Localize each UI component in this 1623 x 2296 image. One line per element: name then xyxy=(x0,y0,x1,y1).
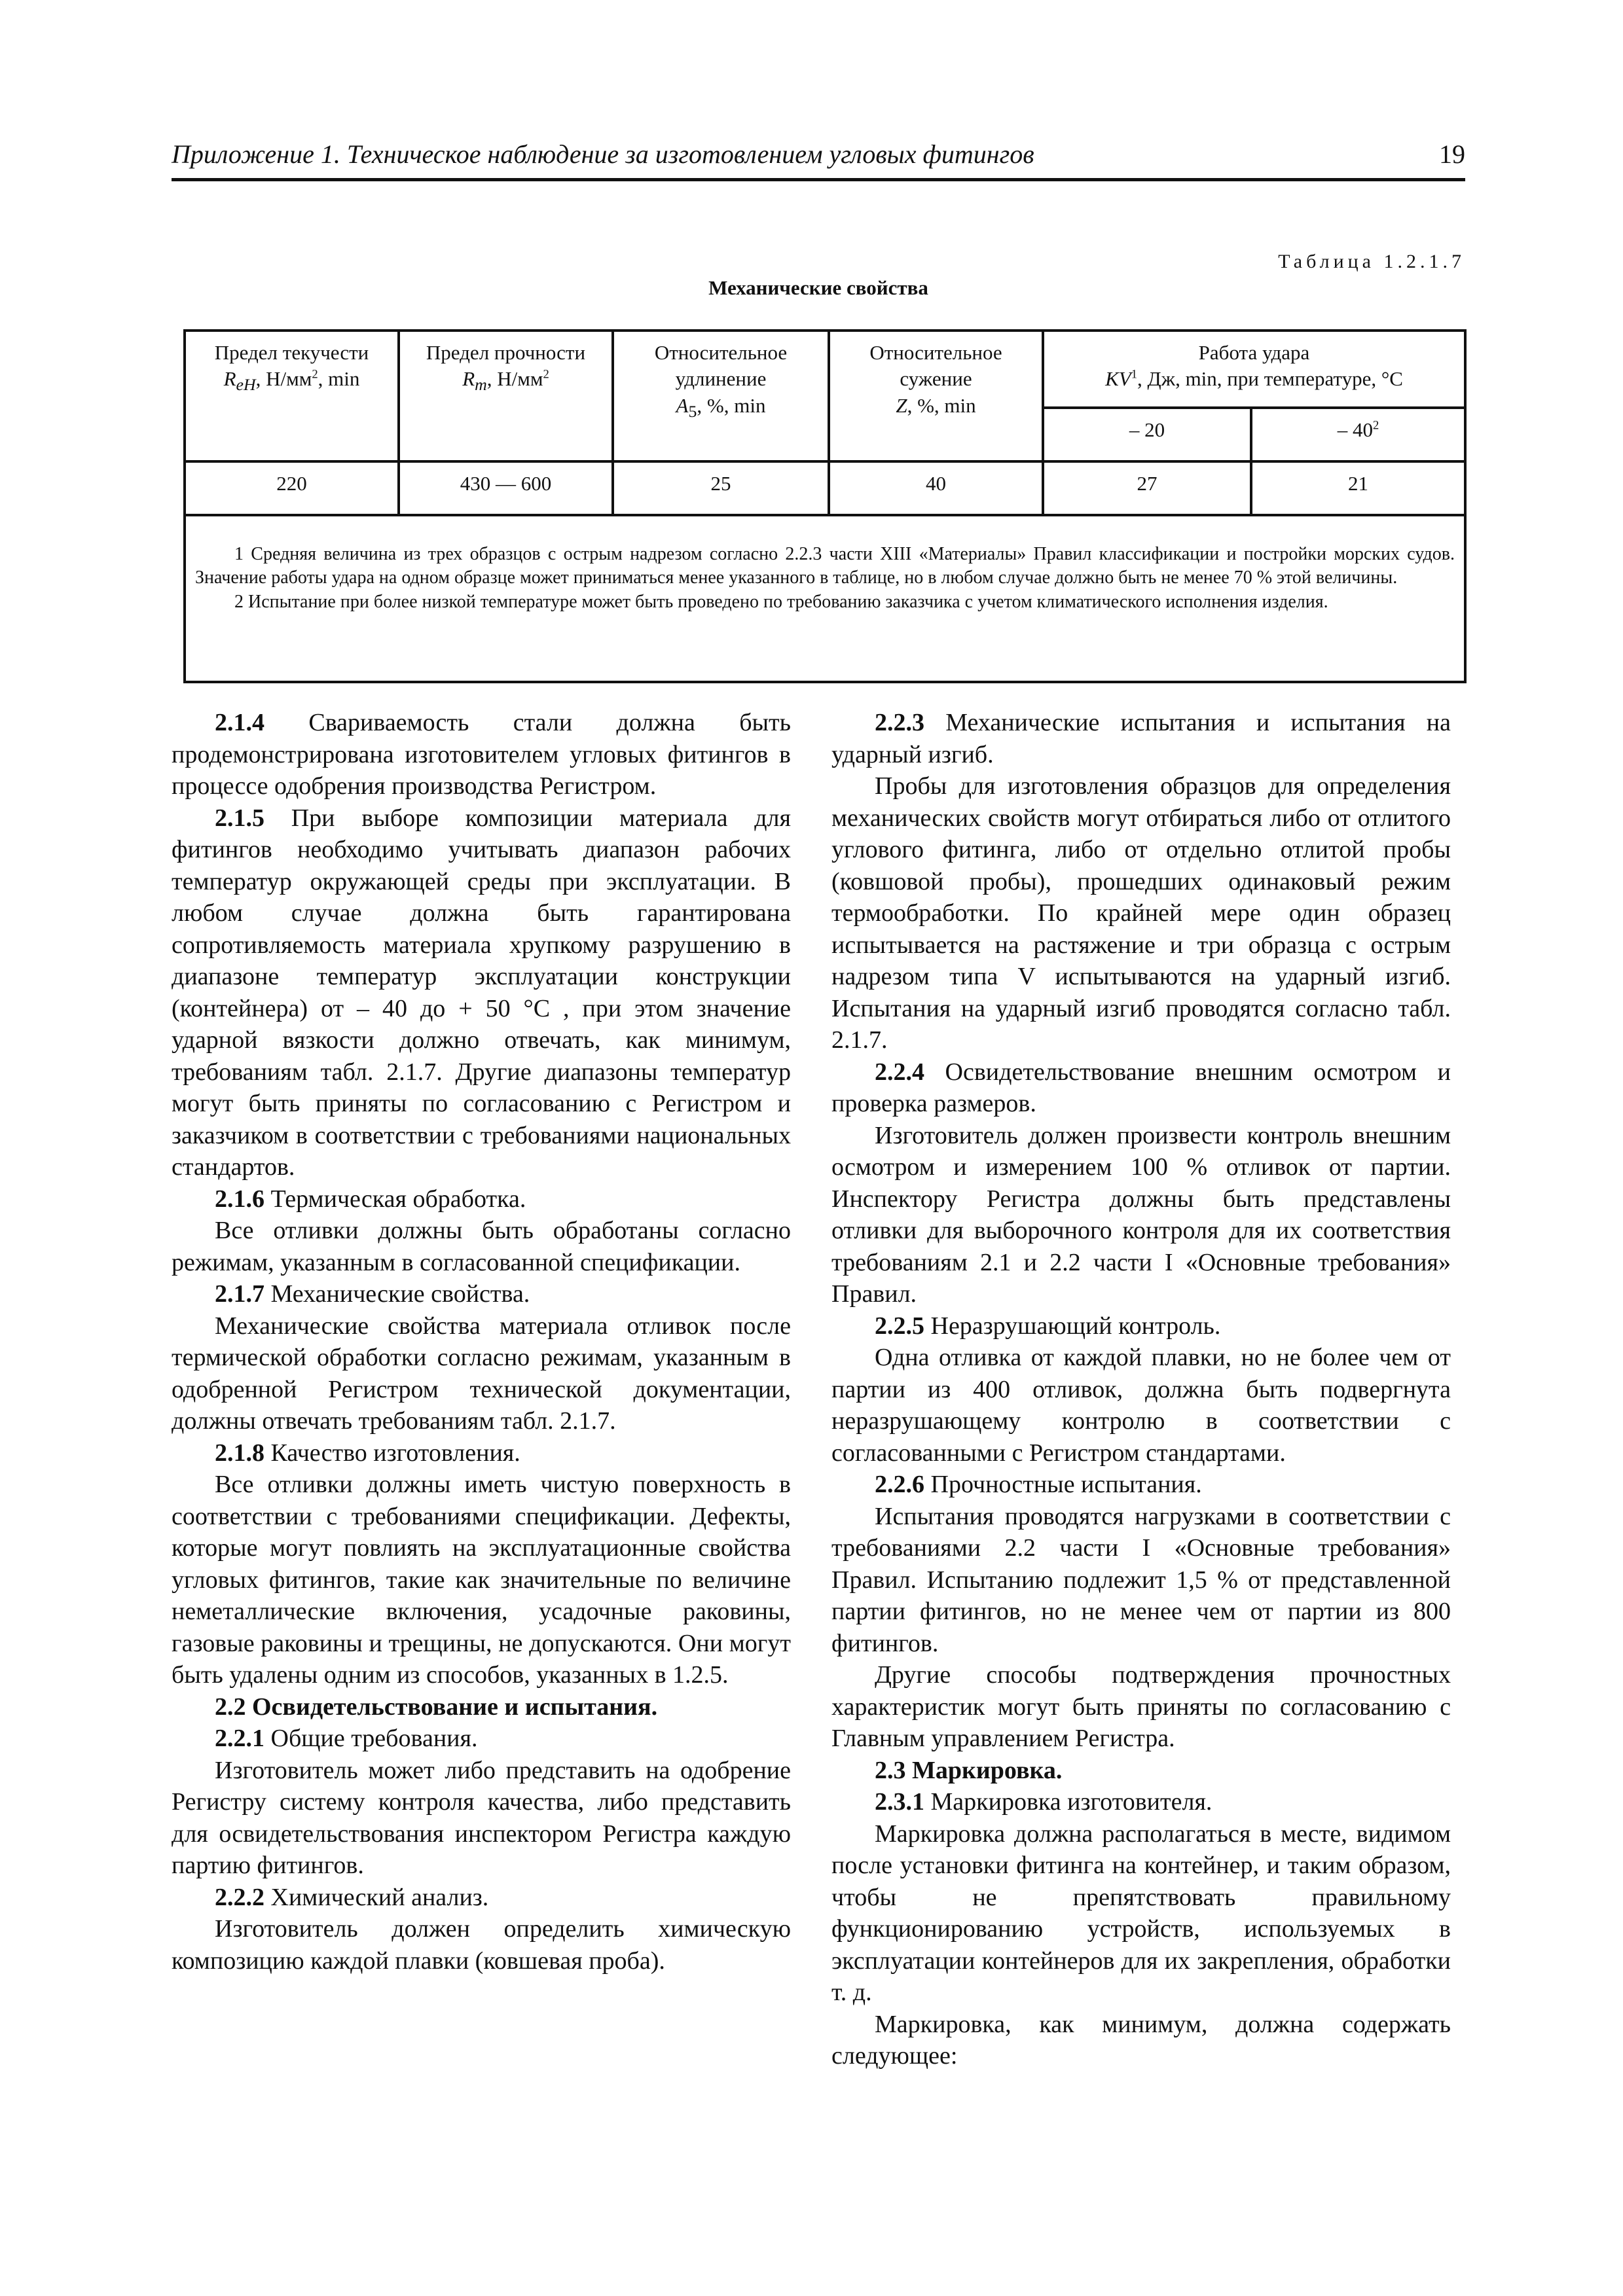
cell-yield: 220 xyxy=(185,461,399,515)
paragraph: Другие способы подтверждения прочностных характеристик могут быть приняты по согласованию с Главным управлением Регистра. xyxy=(831,1661,1451,1752)
footnote-2: 2 Испытание при более низкой температуре может быть проведено по требованию заказчика с учетом климатического исполнения изделия. xyxy=(234,591,1328,612)
paragraph: 2.1.4 Свариваемость стали должна быть продемонстрирована изготовителем угловых фитингов в процессе одобрения производства Регистром. xyxy=(172,709,791,800)
paragraph: 2.2.4 Освидетельствование внешним осмотром и проверка размеров. xyxy=(831,1058,1451,1117)
paragraph: Механические свойства материала отливок после термической обработки согласно режимам, указанным в одобренной Регистром технической документации, должны отвечать требованиям табл. 2.1.7. xyxy=(172,1312,791,1435)
paragraph: 2.2.5 Неразрушающий контроль. xyxy=(875,1312,1221,1340)
header-strength: Предел прочности $R_m$, $Н/мм^2$ xyxy=(399,331,613,461)
cell-impact-minus40: 21 xyxy=(1251,461,1465,515)
cell-elongation: 25 xyxy=(613,461,829,515)
section-heading: 2.3 Маркировка. xyxy=(875,1756,1063,1784)
paragraph: Все отливки должны иметь чистую поверхность в соответствии с требованиями спецификации. Дефекты, которые могут повлиять на эксплуатационные свойства угловых фитингов, такие как значительные по величине неметаллические включения, усадочные раковины, газовые раковины и трещины, не допускаются. Они могут быть удалены одним из способов, указанных в 1.2.5. xyxy=(172,1471,791,1689)
cell-strength: 430 — 600 xyxy=(399,461,613,515)
header-elongation: Относительное удлинение $A_5$, %, min xyxy=(613,331,829,461)
paragraph: Изготовитель должен произвести контроль внешним осмотром и измерением 100 % отливок от партии. Инспектору Регистра должны быть представлены отливки для выборочного контроля для их соответствия требованиям 2.1 и 2.2 части I «Основные требования» Правил. xyxy=(831,1121,1451,1308)
section-heading: 2.2 Освидетельствование и испытания. xyxy=(215,1693,658,1721)
paragraph: 2.1.8 Качество изготовления. xyxy=(215,1439,520,1467)
cell-impact-minus20: 27 xyxy=(1043,461,1251,515)
header-yield: Предел текучести $R_{eH}$, $Н/мм^2$, min xyxy=(185,331,399,461)
paragraph: 2.1.6 Термическая обработка. xyxy=(215,1185,526,1213)
paragraph: 2.3.1 Маркировка изготовителя. xyxy=(875,1788,1213,1816)
paragraph: 2.2.6 Прочностные испытания. xyxy=(875,1471,1202,1498)
paragraph: Маркировка должна располагаться в месте, видимом после установки фитинга на контейнер, и таким образом, чтобы не препятствовать правильному функционированию устройств, используемых в эксплуатации контейнеров для их закрепления, обработки т. д. xyxy=(831,1820,1451,2006)
paragraph: Изготовитель должен определить химическую композицию каждой плавки (ковшевая проба). xyxy=(172,1915,791,1975)
paragraph: Пробы для изготовления образцов для определения механических свойств могут отбираться либо от отлитого углового фитинга, либо от отдельно отлитой пробы (ковшовой пробы), прошедших одинаковый режим термообработки. По крайней мере один образец испытывается на растяжение и три образца с острым надрезом типа V испытываются на ударный изгиб. Испытания на ударный изгиб проводятся согласно табл. 2.1.7. xyxy=(831,772,1451,1054)
header-title: Приложение 1. Техническое наблюдение за изготовлением угловых фитингов xyxy=(172,139,1034,169)
paragraph: 2.1.7 Механические свойства. xyxy=(215,1280,530,1308)
paragraph: Изготовитель может либо представить на одобрение Регистру систему контроля качества, либо представить для освидетельствования инспектором Регистра каждую партию фитингов. xyxy=(172,1756,791,1879)
table-label: Таблица 1.2.1.7 xyxy=(1278,251,1465,272)
footnote-1: 1 Средняя величина из трех образцов с острым надрезом согласно 2.2.3 части XIII «Материалы» Правил классификации и постройки морских судов. Значение работы удара на одном образце может приниматься менее указанного в таблице, но в любом случае должно быть не менее 70 % этой величины. xyxy=(195,544,1455,588)
table-footnotes xyxy=(185,515,1465,682)
cell-reduction: 40 xyxy=(829,461,1043,515)
paragraph: 2.1.5 При выборе композиции материала для фитингов необходимо учитывать диапазон рабочих температур окружающей среды при эксплуатации. В любом случае должна быть гарантирована сопротивляемость материала хрупкому разрушению в диапазоне температур эксплуатации конструкции (контейнера) от – 40 до + 50 °С , при этом значение ударной вязкости должно отвечать, как минимум, требованиям табл. 2.1.7. Другие диапазоны температур могут быть приняты по согласованию с Регистром и заказчиком в соответствии с требованиями национальных стандартов. xyxy=(172,804,791,1181)
page-number: 19 xyxy=(1439,139,1465,169)
mechanical-properties-table xyxy=(183,329,1467,683)
paragraph: Маркировка, как минимум, должна содержать следующее: xyxy=(831,2010,1451,2070)
paragraph: 2.2.1 Общие требования. xyxy=(215,1725,478,1752)
left-column xyxy=(172,707,791,1977)
table-caption: Механические свойства xyxy=(708,276,928,299)
paragraph: Все отливки должны быть обработаны согласно режимам, указанным в согласованной спецификации. xyxy=(172,1217,791,1276)
paragraph: Испытания проводятся нагрузками в соответствии с требованиями 2.2 части I «Основные требования» Правил. Испытанию подлежит 1,5 % от представленной партии фитингов, но не менее чем от партии из 800 фитингов. xyxy=(831,1502,1451,1657)
header-reduction: Относительное сужение Z, %, min xyxy=(829,331,1043,461)
paragraph: Одна отливка от каждой плавки, но не более чем от партии из 400 отливок, должна быть подвергнута неразрушающему контролю в соответствии с согласованными с Регистром стандартами. xyxy=(831,1344,1451,1467)
paragraph: 2.2.3 Механические испытания и испытания на ударный изгиб. xyxy=(831,709,1451,768)
header-temp-minus20: – 20 xyxy=(1043,408,1251,461)
header-impact: Работа удара $KV^1$, Дж, min, при температуре, °С xyxy=(1043,331,1465,408)
page-header xyxy=(172,139,1465,181)
header-temp-minus40: – $40^2$ xyxy=(1251,408,1465,461)
paragraph: 2.2.2 Химический анализ. xyxy=(215,1883,489,1911)
right-column xyxy=(831,707,1451,2072)
